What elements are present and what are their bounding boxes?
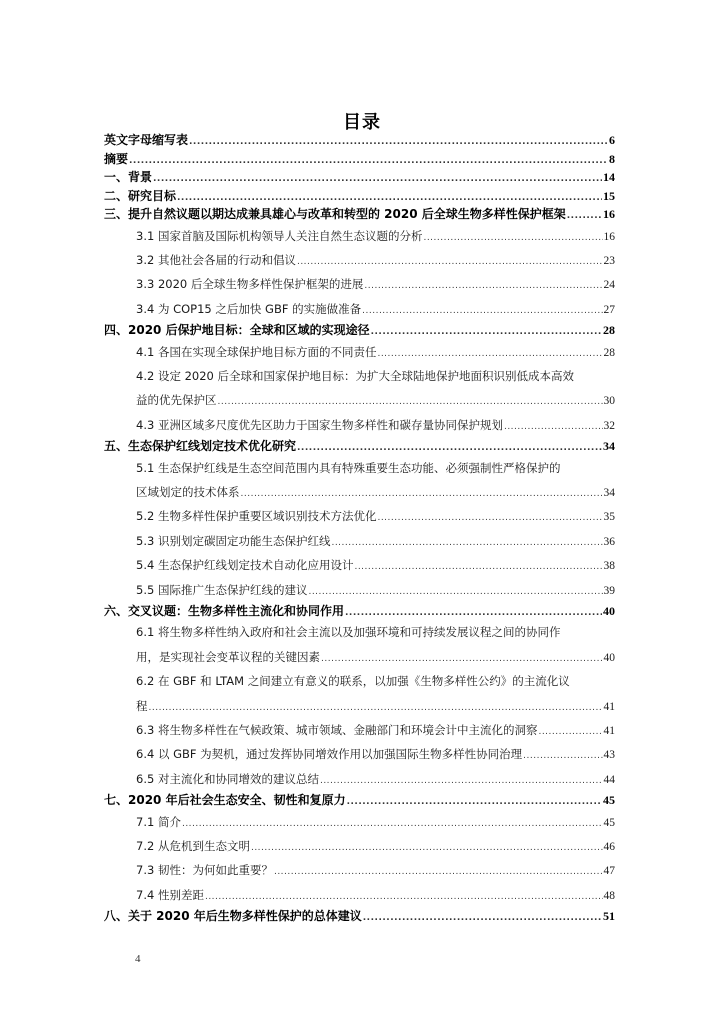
toc-dot-leader [297, 439, 602, 458]
toc-dot-leader [354, 555, 602, 579]
toc-entry-label: 4.1 各国在实现全球保护地目标方面的不同责任 [136, 344, 377, 359]
toc-entry-label: 一、背景 [104, 170, 153, 184]
toc-entry-page: 44 [603, 773, 615, 786]
toc-section-entry[interactable] [104, 810, 615, 834]
toc-entry-label: 八、关于 2020 年后生物多样性保护的总体建议 [104, 909, 362, 924]
toc-entry-label: 5.2 生物多样性保护重要区域识别技术方法优化 [136, 509, 377, 524]
toc-entry-first-line: 4.2 设定 2020 后全球和国家保护地目标：为扩大全球陆地保护地面积识别低成本高效 [136, 368, 575, 383]
toc-dot-leader [538, 720, 602, 744]
table-of-contents [104, 131, 615, 926]
toc-section-entry[interactable] [104, 504, 615, 528]
toc-entry-label: 益的优先保护区 [136, 393, 217, 408]
toc-section-entry[interactable] [104, 413, 615, 437]
toc-dot-leader [347, 793, 602, 812]
toc-section-entry[interactable] [104, 694, 615, 718]
toc-dot-leader [241, 482, 603, 506]
toc-entry-page: 48 [603, 889, 615, 902]
toc-section-entry[interactable] [104, 272, 615, 296]
toc-chapter-entry[interactable] [104, 205, 615, 224]
toc-chapter-entry[interactable] [104, 168, 615, 187]
toc-entry-label: 英文字母缩写表 [104, 133, 189, 147]
toc-entry-label: 区域划定的技术体系 [136, 485, 240, 500]
page-number: 4 [135, 953, 141, 965]
toc-section-entry[interactable] [104, 529, 615, 553]
toc-section-entry[interactable] [104, 248, 615, 272]
toc-entry-page: 14 [603, 170, 615, 184]
toc-dot-leader [153, 170, 602, 189]
toc-entry-page: 40 [603, 651, 615, 664]
toc-chapter-entry[interactable] [104, 131, 615, 150]
toc-entry-page: 40 [603, 603, 615, 618]
toc-entry-label: 6.4 以 GBF 为契机，通过发挥协同增效作用以加强国际生物多样性协同治理 [136, 747, 523, 762]
toc-entry-label: 7.2 从危机到生态文明 [136, 839, 250, 854]
toc-section-entry[interactable] [104, 645, 615, 669]
toc-entry-page: 41 [603, 700, 615, 713]
toc-entry-page: 34 [603, 487, 615, 500]
toc-section-entry[interactable] [104, 480, 615, 504]
toc-chapter-entry[interactable] [104, 437, 615, 456]
toc-entry-label: 3.1 国家首脑及国际机构领导人关注自然生态议题的分析 [136, 228, 423, 243]
toc-chapter-entry[interactable] [104, 321, 615, 340]
toc-dot-leader [331, 531, 602, 555]
toc-entry-page: 38 [603, 560, 615, 573]
toc-entry-page: 15 [603, 188, 615, 203]
toc-entry-label: 摘要 [104, 151, 129, 166]
toc-entry-page: 51 [603, 909, 615, 924]
toc-entry-label: 4.3 亚洲区域多尺度优先区助力于国家生物多样性和碳存量协同保护规划 [136, 417, 503, 432]
toc-entry-page: 30 [603, 395, 615, 408]
toc-dot-leader [274, 860, 603, 884]
toc-section-entry[interactable] [104, 340, 615, 364]
toc-dot-leader [320, 769, 603, 793]
toc-dot-leader [377, 342, 602, 366]
toc-entry-page: 34 [603, 439, 615, 454]
toc-entry-page: 28 [603, 346, 615, 359]
toc-dot-leader [189, 133, 608, 152]
toc-entry-page: 45 [603, 793, 615, 808]
toc-section-entry[interactable] [104, 718, 615, 742]
toc-entry-page: 6 [609, 133, 615, 147]
toc-entry-label: 3.2 其他社会各届的行动和倡议 [136, 252, 296, 267]
toc-entry-label: 5.3 识别划定碳固定功能生态保护红线 [136, 533, 331, 548]
toc-chapter-entry[interactable] [104, 602, 615, 621]
toc-entry-page: 35 [603, 511, 615, 524]
toc-entry-label: 6.3 将生物多样性在气候政策、城市领域、金融部门和环境会计中主流化的洞察 [136, 723, 538, 738]
toc-entry-label: 5.5 国际推广生态保护红线的建议 [136, 582, 308, 597]
toc-entry-label: 六、交叉议题：生物多样性主流化和协同作用 [104, 603, 345, 618]
toc-entry-label: 程 [136, 698, 148, 713]
toc-entry-page: 8 [609, 151, 615, 166]
toc-chapter-entry[interactable] [104, 187, 615, 206]
toc-section-entry[interactable] [104, 858, 615, 882]
toc-dot-leader [371, 323, 602, 342]
toc-section-entry[interactable] [104, 767, 615, 791]
toc-entry-label: 用，是实现社会变革议程的关键因素 [136, 649, 320, 664]
toc-entry-page: 47 [603, 865, 615, 878]
toc-entry-page: 23 [603, 254, 615, 267]
toc-entry-page: 41 [603, 725, 615, 738]
toc-entry-page: 43 [603, 749, 615, 762]
toc-entry-label: 3.4 为 COP15 之后加快 GBF 的实施做准备 [136, 301, 362, 316]
toc-entry-page: 16 [603, 230, 615, 243]
toc-entry-first-line: 6.1 将生物多样性纳入政府和社会主流以及加强环境和可持续发展议程之间的协同作 [136, 625, 561, 640]
toc-section-entry[interactable] [104, 388, 615, 412]
toc-section-entry[interactable] [104, 834, 615, 858]
toc-dot-leader [149, 696, 603, 720]
toc-section-entry[interactable] [104, 578, 615, 602]
toc-entry-label: 3.3 2020 后全球生物多样性保护框架的进展 [136, 277, 364, 292]
toc-entry-label: 7.3 韧性：为何如此重要？ [136, 863, 273, 878]
toc-section-entry[interactable] [104, 883, 615, 907]
toc-chapter-entry[interactable] [104, 907, 615, 926]
toc-dot-leader [308, 580, 602, 604]
toc-chapter-entry[interactable] [104, 791, 615, 810]
toc-section-entry[interactable] [104, 742, 615, 766]
toc-dot-leader [362, 299, 602, 323]
toc-entry-page: 24 [603, 279, 615, 292]
toc-dot-leader [297, 250, 603, 274]
page-title: 目录 [343, 112, 381, 133]
toc-entry-label: 四、2020 后保护地目标：全球和区域的实现途径 [104, 323, 370, 338]
toc-dot-leader [251, 836, 603, 860]
toc-entry-page: 27 [603, 303, 615, 316]
toc-entry-label: 7.4 性别差距 [136, 887, 204, 902]
toc-dot-leader [364, 274, 602, 298]
toc-entry-label: 6.5 对主流化和协同增效的建议总结 [136, 771, 319, 786]
toc-entry-page: 32 [603, 419, 615, 432]
toc-entry-page: 36 [603, 535, 615, 548]
toc-entry-page: 16 [603, 207, 615, 221]
toc-section-entry[interactable] [104, 297, 615, 321]
toc-entry-page: 46 [603, 841, 615, 854]
toc-dot-leader [218, 390, 603, 414]
toc-dot-leader [377, 506, 602, 530]
toc-entry-page: 39 [603, 584, 615, 597]
toc-chapter-entry[interactable] [104, 150, 615, 169]
toc-section-entry[interactable] [104, 553, 615, 577]
toc-entry-label: 七、2020 年后社会生态安全、韧性和复原力 [104, 793, 346, 808]
toc-dot-leader [182, 812, 603, 836]
toc-dot-leader [523, 744, 602, 768]
toc-dot-leader [363, 909, 602, 928]
toc-entry-page: 28 [603, 323, 615, 338]
toc-dot-leader [129, 152, 608, 171]
toc-dot-leader [567, 207, 602, 226]
toc-entry-label: 5.4 生态保护红线划定技术自动化应用设计 [136, 558, 354, 573]
toc-entry-label: 二、研究目标 [104, 188, 177, 203]
toc-entry-page: 45 [603, 816, 615, 829]
toc-entry-first-line: 5.1 生态保护红线是生态空间范围内具有特殊重要生态功能、必须强制性严格保护的 [136, 460, 561, 475]
toc-entry-label: 三、提升自然议题以期达成兼具雄心与改革和转型的 2020 后全球生物多样性保护框架 [104, 207, 566, 221]
toc-dot-leader [205, 885, 603, 909]
toc-entry-first-line: 6.2 在 GBF 和 LTAM 之间建立有意义的联系，以加强《生物多样性公约》的主流化议 [136, 674, 570, 689]
toc-section-entry[interactable] [104, 224, 615, 248]
toc-entry-label: 五、生态保护红线划定技术优化研究 [104, 439, 297, 454]
toc-dot-leader [423, 226, 602, 250]
toc-entry-label: 7.1 简介 [136, 814, 181, 829]
toc-dot-leader [504, 415, 603, 439]
toc-dot-leader [321, 647, 603, 671]
